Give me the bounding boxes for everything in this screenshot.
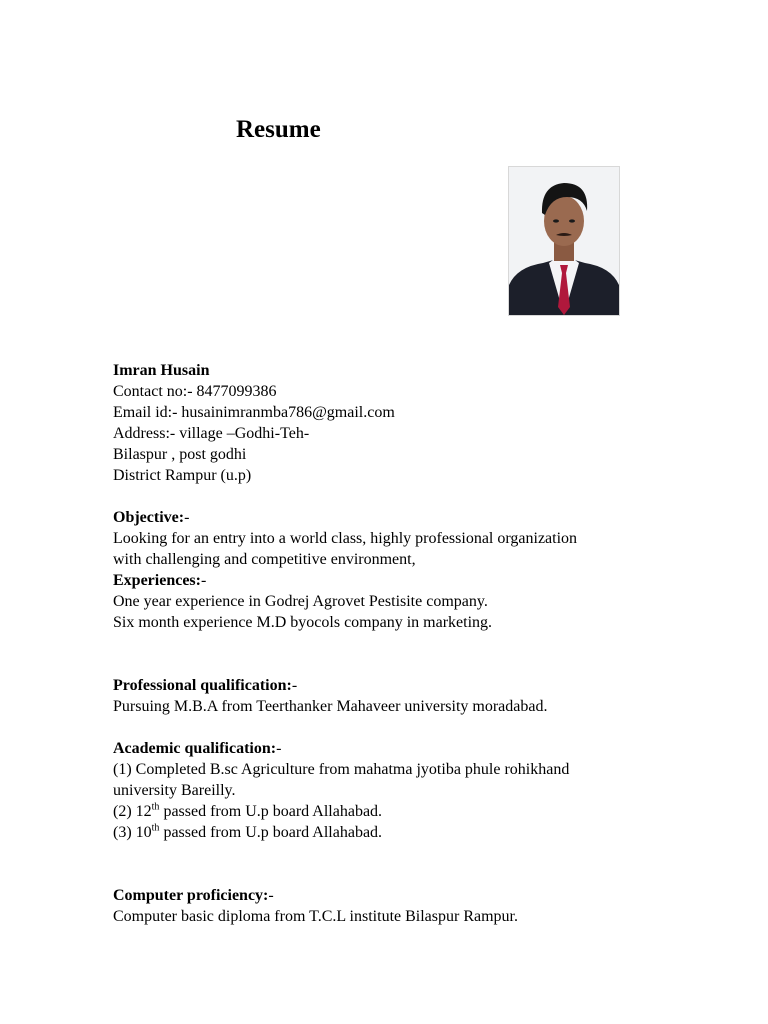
objective-heading: Objective:- — [113, 509, 190, 526]
experience-item: Six month experience M.D byocols company in marketing. — [113, 614, 493, 631]
objective-text-line: with challenging and competitive environment, — [113, 551, 416, 568]
academic-item-3: (3) 10th passed from U.p board Allahabad. — [113, 822, 383, 841]
objective-text-line: Looking for an entry into a world class, highly professional organization — [113, 530, 578, 547]
address-line-3: District Rampur (u.p) — [113, 467, 252, 484]
computer-proficiency-heading: Computer proficiency:- — [113, 887, 274, 904]
professional-qualification-item: Pursuing M.B.A from Teerthanker Mahaveer university moradabad. — [113, 698, 548, 715]
contact-number: Contact no:- 8477099386 — [113, 383, 277, 400]
profile-photo — [508, 166, 620, 316]
experiences-heading: Experiences:- — [113, 572, 207, 589]
address-line-1: Address:- village –Godhi-Teh- — [113, 425, 310, 442]
email-id: Email id:- husainimranmba786@gmail.com — [113, 404, 395, 421]
professional-qualification-heading: Professional qualification:- — [113, 677, 298, 694]
experience-item: One year experience in Godrej Agrovet Pestisite company. — [113, 593, 488, 610]
academic-item-1-continued: university Bareilly. — [113, 782, 236, 799]
address-line-2: Bilaspur , post godhi — [113, 446, 247, 463]
computer-proficiency-item: Computer basic diploma from T.C.L institute Bilaspur Rampur. — [113, 908, 518, 925]
candidate-name: Imran Husain — [113, 362, 210, 379]
page-title: Resume — [236, 116, 321, 143]
resume-body — [113, 360, 673, 927]
academic-qualification-heading: Academic qualification:- — [113, 740, 282, 757]
academic-item-1: (1) Completed B.sc Agriculture from mahatma jyotiba phule rohikhand — [113, 761, 570, 778]
academic-item-2: (2) 12th passed from U.p board Allahabad. — [113, 801, 383, 820]
